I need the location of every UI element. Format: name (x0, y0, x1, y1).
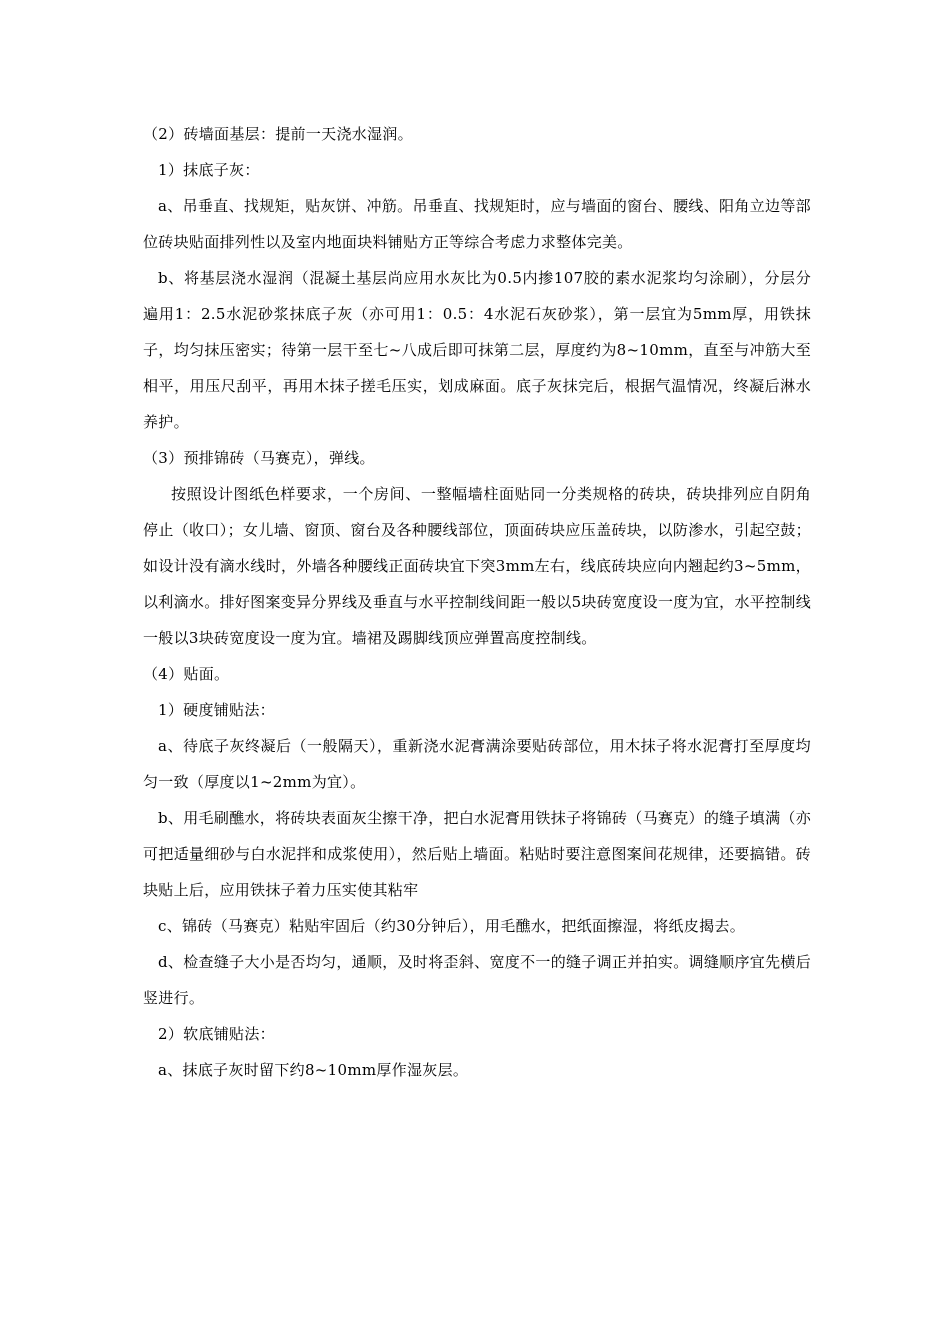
document-body (143, 116, 811, 1088)
paragraph-joint-check: d、检查缝子大小是否均匀，通顺，及时将歪斜、宽度不一的缝子调正并拍实。调缝顺序宜先横后竖进行。 (143, 953, 811, 1007)
paragraph-base-wetting: b、将基层浇水湿润（混凝土基层尚应用水灰比为0.5内掺107胶的素水泥浆均匀涂刷），分层分遍用1：2.5水泥砂浆抹底子灰（亦可用1：0.5：4水泥石灰砂浆），第一层宜为5mm厚，用铁抹子，均匀抹压密实；待第一层干至七~八成后即可抹第二层，厚度约为8~10mm，直至与冲筋大至相平，用压尺刮平，再用木抹子搓毛压实，划成麻面。底子灰抹完后，根据气温情况，终凝后淋水养护。 (143, 269, 811, 431)
step-heading-hard-method: 1）硬度铺贴法： (158, 701, 275, 719)
section-heading-pre-layout: （3）预排锦砖（马赛克），弹线。 (143, 449, 375, 467)
paragraph-grout-fill: b、用毛刷醮水，将砖块表面灰尘擦干净，把白水泥膏用铁抹子将锦砖（马赛克）的缝子填满（亦可把适量细砂与白水泥拌和成浆使用），然后贴上墙面。粘贴时要注意图案间花规律，还要搞错。砖块贴上后，应用铁抹子着力压实使其粘牢 (143, 809, 811, 899)
paragraph-layout-requirements: 按照设计图纸色样要求，一个房间、一整幅墙柱面贴同一分类规格的砖块，砖块排列应自阴角停止（收口）；女儿墙、窗顶、窗台及各种腰线部位，顶面砖块应压盖砖块，以防渗水，引起空鼓；如设计没有滴水线时，外墙各种腰线正面砖块宜下突3mm左右，线底砖块应向内翘起约3~5mm，以利滴水。排好图案变异分界线及垂直与水平控制线间距一般以5块砖宽度设一度为宜，水平控制线一般以3块砖宽度设一度为宜。墙裙及踢脚线顶应弹置高度控制线。 (143, 485, 811, 647)
paragraph-cement-paste: a、待底子灰终凝后（一般隔天），重新浇水泥膏满涂要贴砖部位，用木抹子将水泥膏打至厚度均匀一致（厚度以1~2mm为宜）。 (143, 737, 811, 791)
paragraph-paper-removal: c、锦砖（马赛克）粘贴牢固后（约30分钟后），用毛醮水，把纸面擦湿，将纸皮揭去。 (158, 917, 745, 935)
paragraph-wet-layer: a、抹底子灰时留下约8~10mm厚作湿灰层。 (158, 1061, 469, 1079)
step-heading-soft-method: 2）软底铺贴法： (158, 1025, 275, 1043)
section-heading-facing: （4）贴面。 (143, 665, 230, 683)
paragraph-plumb-alignment: a、吊垂直、找规矩，贴灰饼、冲筋。吊垂直、找规矩时，应与墙面的窗台、腰线、阳角立边等部位砖块贴面排列性以及室内地面块料铺贴方正等综合考虑力求整体完美。 (143, 197, 811, 251)
section-heading-brick-base: （2）砖墙面基层：提前一天浇水湿润。 (143, 125, 413, 143)
step-heading-base-coat: 1）抹底子灰： (158, 161, 260, 179)
